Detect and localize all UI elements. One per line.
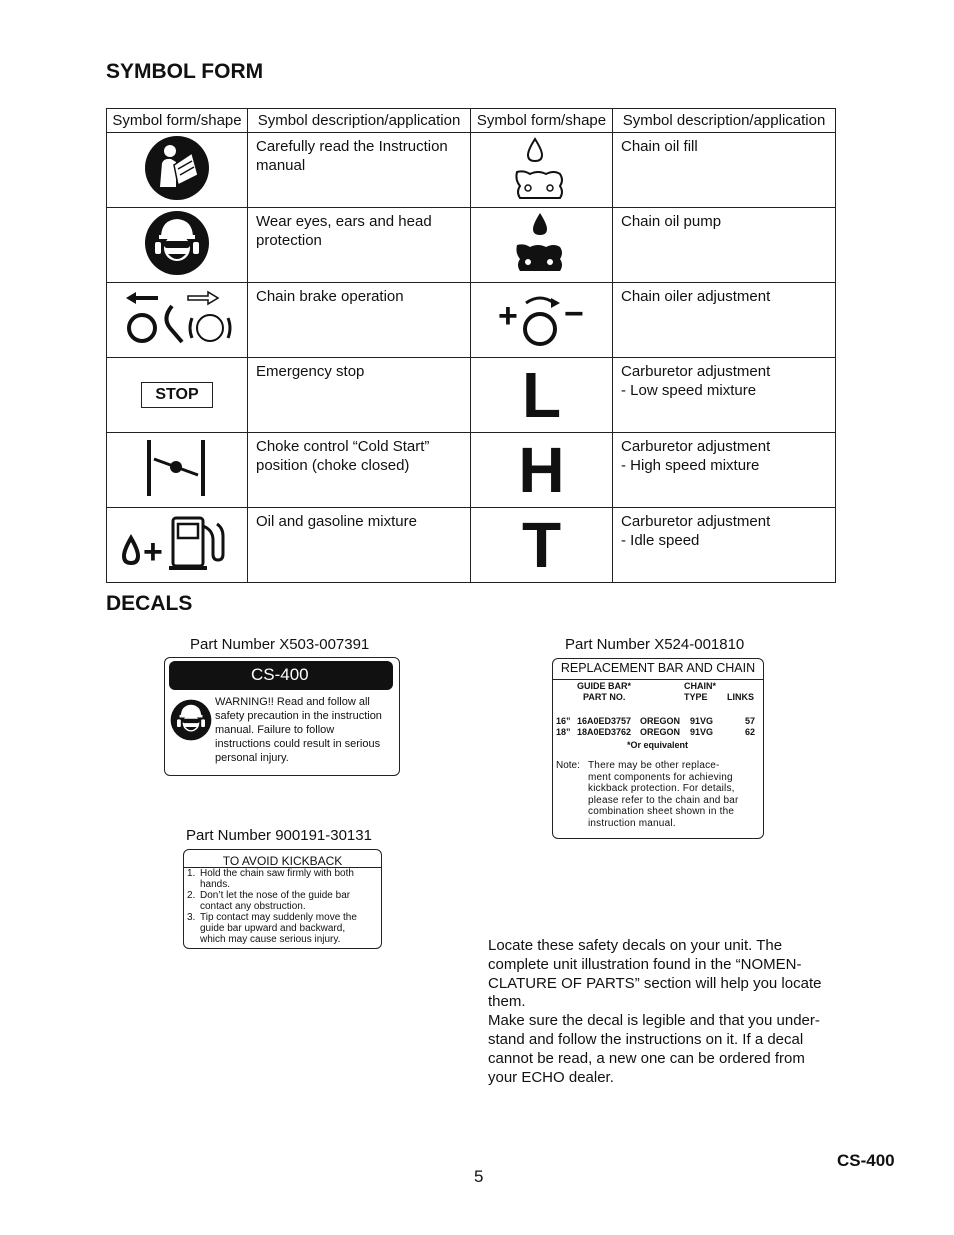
decal2-part-number: Part Number X524-001810 — [565, 636, 745, 653]
header-symbol-form-1: Symbol form/shape — [107, 109, 248, 133]
decal3-part-number: Part Number 900191-30131 — [186, 827, 372, 844]
header-symbol-desc-2: Symbol description/application — [613, 109, 836, 133]
symbol-desc: Carburetor adjustment - Idle speed — [613, 508, 836, 583]
symbol-cell — [471, 358, 613, 433]
symbol-cell — [107, 133, 248, 208]
footer-model: CS-400 — [837, 1151, 895, 1170]
symbol-row — [107, 358, 836, 433]
chain-brake-icon — [122, 288, 232, 348]
symbol-desc: Chain brake operation — [248, 283, 471, 358]
decal3-title: TO AVOID KICKBACK — [184, 850, 381, 868]
symbol-row — [107, 283, 836, 358]
symbol-row — [107, 508, 836, 583]
chain-oiler-adjustment-icon — [494, 287, 590, 349]
symbol-desc: Carefully read the Instruction manual — [248, 133, 471, 208]
symbol-desc: Choke control “Cold Start” position (choke closed) — [248, 433, 471, 508]
decal1-warning-text: WARNING!! Read and follow all safety precaution in the instruction manual. Failure to follow instructions could result in serious personal injury. — [215, 696, 382, 764]
list-item: 2. Don’t let the nose of the guide bar contact any obstruction. — [187, 890, 351, 912]
symbol-desc: Carburetor adjustment - Low speed mixture — [613, 358, 836, 433]
symbol-cell — [107, 358, 248, 433]
equivalent-note: *Or equivalent — [627, 740, 689, 750]
symbol-table-header — [107, 109, 836, 133]
symbol-cell — [107, 208, 248, 283]
symbol-cell — [107, 433, 248, 508]
symbol-desc: Emergency stop — [248, 358, 471, 433]
svg-text:+: + — [497, 296, 518, 335]
symbol-cell — [471, 133, 613, 208]
symbol-desc: Chain oil fill — [613, 133, 836, 208]
symbol-desc: Wear eyes, ears and head protection — [248, 208, 471, 283]
high-speed-letter: H — [518, 434, 565, 506]
symbol-table — [106, 108, 836, 583]
table-row: 18” 18A0ED3762 OREGON 91VG 62 — [556, 727, 756, 737]
symbol-desc: Carburetor adjustment - High speed mixture — [613, 433, 836, 508]
chain-oil-pump-icon — [512, 211, 572, 275]
low-speed-letter: L — [521, 359, 562, 431]
symbol-desc: Chain oil pump — [613, 208, 836, 283]
eye-ear-head-protection-icon — [144, 210, 210, 276]
table-row: 16” 16A0ED3757 OREGON 91VG 57 — [556, 716, 756, 726]
header-symbol-form-2: Symbol form/shape — [471, 109, 613, 133]
symbol-cell — [471, 283, 613, 358]
protection-icon — [170, 699, 212, 741]
decal2-note-text: There may be other replace- ment components for achieving kickback protection. For details, please refer to the chain and bar combination sheet shown in the instruction manual. — [588, 760, 739, 829]
page-number: 5 — [474, 1167, 484, 1186]
decal1-model: CS-400 — [169, 661, 393, 690]
symbol-row — [107, 133, 836, 208]
decal3-list — [187, 868, 357, 945]
svg-text:−: − — [563, 294, 584, 333]
header-symbol-desc-1: Symbol description/application — [248, 109, 471, 133]
symbol-row — [107, 208, 836, 283]
idle-speed-letter: T — [521, 509, 562, 581]
list-item: 3. Tip contact may suddenly move the guide bar upward and backward, which may cause serious injury. — [187, 912, 357, 945]
symbol-cell — [471, 433, 613, 508]
symbol-desc: Oil and gasoline mixture — [248, 508, 471, 583]
symbol-cell — [107, 508, 248, 583]
decal1-part-number: Part Number X503-007391 — [190, 636, 370, 653]
oil-gas-mixture-icon — [117, 512, 237, 574]
decal-warning — [164, 657, 400, 776]
symbol-cell — [471, 508, 613, 583]
symbol-cell — [107, 283, 248, 358]
svg-text:+: + — [143, 532, 163, 571]
decal-kickback — [183, 849, 382, 949]
chain-oil-fill-icon — [512, 136, 572, 200]
list-item: 1. Hold the chain saw firmly with both hands. — [187, 868, 354, 890]
decal2-title: REPLACEMENT BAR AND CHAIN — [553, 659, 763, 680]
symbol-row — [107, 433, 836, 508]
symbol-cell — [471, 208, 613, 283]
choke-closed-icon — [142, 437, 212, 499]
read-manual-icon — [144, 135, 210, 201]
decal-replacement-bar-chain: REPLACEMENT BAR AND CHAIN GUIDE BAR* PART NO. CHAIN* TYPE LINKS 16” 16A0ED3757 OREGON 91VG 57 18” 18A0ED3762 OREGON 91VG 62 *Or equivalent Note: There may be other replace- ment components for achieving kickback protection. For details, please refer to the chain and bar combination sheet shown in the instruction manual. — [552, 658, 764, 839]
stop-symbol: STOP — [141, 382, 212, 408]
decal-instructions: Locate these safety decals on your unit. The complete unit illustration found in the “NOMEN- CLATURE OF PARTS” section will help you locate them. Make sure the decal is legible and that you under- stand and follow the instructions on it. If a decal cannot be read, a new one can be ordered from your ECHO dealer. — [488, 937, 822, 1086]
section-title-symbol-form: SYMBOL FORM — [106, 60, 264, 83]
section-title-decals: DECALS — [106, 592, 193, 615]
symbol-desc: Chain oiler adjustment — [613, 283, 836, 358]
